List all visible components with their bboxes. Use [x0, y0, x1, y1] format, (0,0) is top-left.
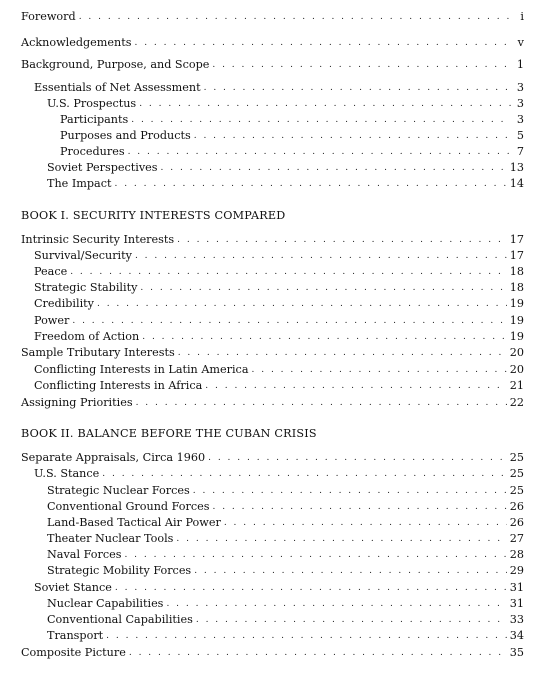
toc-entry-page: 1 [516, 58, 524, 71]
toc-entry-label: U.S. Stance [34, 467, 100, 480]
toc-entry-label: Composite Picture [21, 646, 126, 659]
toc-entry-label: Acknowledgements [21, 36, 132, 49]
toc-entry-procedures[interactable] [0, 143, 546, 159]
dot-leader [128, 146, 511, 159]
toc-entry-foreword[interactable] [0, 8, 546, 24]
toc-entry-page: 27 [509, 532, 524, 545]
dot-leader [134, 37, 511, 50]
toc-entry-acknowledgements[interactable] [0, 34, 546, 50]
toc-entry-essentials[interactable] [0, 79, 546, 95]
toc-entry-page: 29 [509, 564, 524, 577]
dot-leader [124, 549, 506, 562]
toc-entry-separate-appraisals[interactable] [0, 449, 546, 465]
toc-entry-page: 33 [509, 613, 524, 626]
toc-entry-page: 18 [509, 281, 524, 294]
toc-entry-page: 26 [509, 500, 524, 513]
toc-entry-page: 25 [509, 451, 524, 464]
dot-leader [212, 59, 511, 72]
dot-leader [79, 11, 511, 24]
toc-entry-tactical-air[interactable] [0, 514, 546, 530]
dot-leader [114, 178, 506, 191]
toc-entry-page: 17 [509, 233, 524, 246]
toc-entry-label: Conflicting Interests in Latin America [34, 363, 249, 376]
toc-entry-page: 3 [516, 97, 524, 110]
toc-entry-page: 28 [509, 548, 524, 561]
toc-entry-survival-security[interactable] [0, 247, 546, 263]
toc-entry-latin-america[interactable] [0, 361, 546, 377]
toc-entry-label: Foreword [21, 10, 76, 23]
toc-entry-strategic-nuclear[interactable] [0, 482, 546, 498]
toc-entry-assigning-priorities[interactable] [0, 394, 546, 410]
toc-entry-power[interactable] [0, 312, 546, 328]
toc-entry-intrinsic-interests[interactable] [0, 231, 546, 247]
toc-entry-us-stance[interactable] [0, 465, 546, 481]
toc-entry-label: Survival/Security [34, 249, 132, 262]
toc-entry-page: 5 [516, 129, 524, 142]
toc-entry-label: Background, Purpose, and Scope [21, 58, 210, 71]
book1-heading: BOOK I. SECURITY INTERESTS COMPARED [21, 209, 286, 222]
toc-entry-transport[interactable] [0, 627, 546, 643]
book2-heading: BOOK II. BALANCE BEFORE THE CUBAN CRISIS [21, 427, 317, 440]
dot-leader [131, 114, 511, 127]
dot-leader [252, 364, 507, 377]
toc-entry-soviet-perspectives[interactable] [0, 159, 546, 175]
toc-entry-credibility[interactable] [0, 295, 546, 311]
dot-leader [196, 614, 507, 627]
toc-entry-page: v [517, 36, 524, 49]
dot-leader [176, 533, 506, 546]
toc-entry-label: Power [34, 314, 70, 327]
toc-entry-label: Credibility [34, 297, 94, 310]
dot-leader [70, 266, 507, 279]
dot-leader [161, 162, 507, 175]
toc-entry-label: Soviet Stance [34, 581, 112, 594]
dot-leader [178, 347, 507, 360]
toc-entry-page: 3 [516, 81, 524, 94]
toc-entry-label: Purposes and Products [60, 129, 191, 142]
toc-entry-peace[interactable] [0, 263, 546, 279]
toc-entry-us-prospectus[interactable] [0, 95, 546, 111]
toc-entry-page: 7 [516, 145, 524, 158]
toc-entry-label: Procedures [60, 145, 125, 158]
toc-entry-page: 3 [516, 113, 524, 126]
toc-entry-label: Theater Nuclear Tools [47, 532, 174, 545]
toc-entry-page: 19 [509, 314, 524, 327]
toc-entry-label: Assigning Priorities [21, 396, 133, 409]
toc-entry-label: Transport [47, 629, 104, 642]
dot-leader [193, 485, 507, 498]
dot-leader [224, 517, 507, 530]
dot-leader [142, 331, 507, 344]
toc-entry-page: i [520, 10, 524, 23]
dot-leader [97, 298, 507, 311]
toc-entry-page: 34 [509, 629, 524, 642]
toc-entry-purposes[interactable] [0, 127, 546, 143]
toc-entry-label: Essentials of Net Assessment [34, 81, 201, 94]
toc-entry-theater-nuclear[interactable] [0, 530, 546, 546]
toc-entry-page: 19 [509, 330, 524, 343]
toc-entry-page: 35 [509, 646, 524, 659]
toc-entry-page: 31 [509, 581, 524, 594]
dot-leader [205, 380, 506, 393]
toc-entry-label: Land-Based Tactical Air Power [47, 516, 221, 529]
dot-leader [139, 98, 511, 111]
dot-leader [204, 82, 511, 95]
toc-entry-conventional-ground[interactable] [0, 498, 546, 514]
toc-entry-label: Intrinsic Security Interests [21, 233, 175, 246]
toc-entry-composite-picture[interactable] [0, 644, 546, 660]
toc-entry-africa[interactable] [0, 377, 546, 393]
toc-entry-label: U.S. Prospectus [47, 97, 137, 110]
toc-entry-impact[interactable] [0, 175, 546, 191]
toc-entry-tributary-interests[interactable] [0, 344, 546, 360]
toc-entry-label: Peace [34, 265, 68, 278]
toc-entry-page: 21 [509, 379, 524, 392]
dot-leader [106, 630, 507, 643]
dot-leader [136, 397, 507, 410]
toc-entry-label: Strategic Stability [34, 281, 138, 294]
toc-entry-label: Conflicting Interests in Africa [34, 379, 203, 392]
toc-entry-page: 20 [509, 363, 524, 376]
dot-leader [166, 598, 506, 611]
toc-entry-page: 14 [509, 177, 524, 190]
toc-entry-participants[interactable] [0, 111, 546, 127]
toc-entry-label: Participants [60, 113, 129, 126]
toc-entry-strategic-stability[interactable] [0, 279, 546, 295]
toc-entry-label: Naval Forces [47, 548, 122, 561]
toc-entry-label: Freedom of Action [34, 330, 140, 343]
toc-entry-page: 25 [509, 467, 524, 480]
dot-leader [194, 130, 511, 143]
toc-entry-page: 20 [509, 346, 524, 359]
toc-entry-conventional-capabilities[interactable] [0, 611, 546, 627]
toc-entry-page: 31 [509, 597, 524, 610]
toc-entry-label: Strategic Nuclear Forces [47, 484, 190, 497]
dot-leader [72, 315, 506, 328]
toc-entry-page: 19 [509, 297, 524, 310]
toc-entry-page: 26 [509, 516, 524, 529]
toc-entry-page: 17 [509, 249, 524, 262]
toc-entry-label: Soviet Perspectives [47, 161, 158, 174]
toc-entry-label: Separate Appraisals, Circa 1960 [21, 451, 206, 464]
toc-entry-naval-forces[interactable] [0, 546, 546, 562]
toc-entry-page: 18 [509, 265, 524, 278]
toc-entry-label: Conventional Capabilities [47, 613, 193, 626]
toc-entry-label: Strategic Mobility Forces [47, 564, 192, 577]
toc-entry-freedom-of-action[interactable] [0, 328, 546, 344]
dot-leader [208, 452, 507, 465]
dot-leader [177, 234, 507, 247]
dot-leader [115, 582, 507, 595]
toc-entry-nuclear-capabilities[interactable] [0, 595, 546, 611]
toc-entry-page: 25 [509, 484, 524, 497]
toc-entry-label: The Impact [47, 177, 112, 190]
dot-leader [212, 501, 506, 514]
dot-leader [129, 647, 507, 660]
dot-leader [102, 468, 506, 481]
toc-entry-label: Conventional Ground Forces [47, 500, 210, 513]
dot-leader [135, 250, 507, 263]
toc-entry-label: Sample Tributary Interests [21, 346, 175, 359]
toc-entry-page: 13 [509, 161, 524, 174]
toc-entry-strategic-mobility[interactable] [0, 562, 546, 578]
toc-entry-background[interactable] [0, 56, 546, 72]
toc-entry-label: Nuclear Capabilities [47, 597, 164, 610]
dot-leader [140, 282, 506, 295]
toc-entry-soviet-stance[interactable] [0, 579, 546, 595]
toc-entry-page: 22 [509, 396, 524, 409]
dot-leader [194, 565, 507, 578]
